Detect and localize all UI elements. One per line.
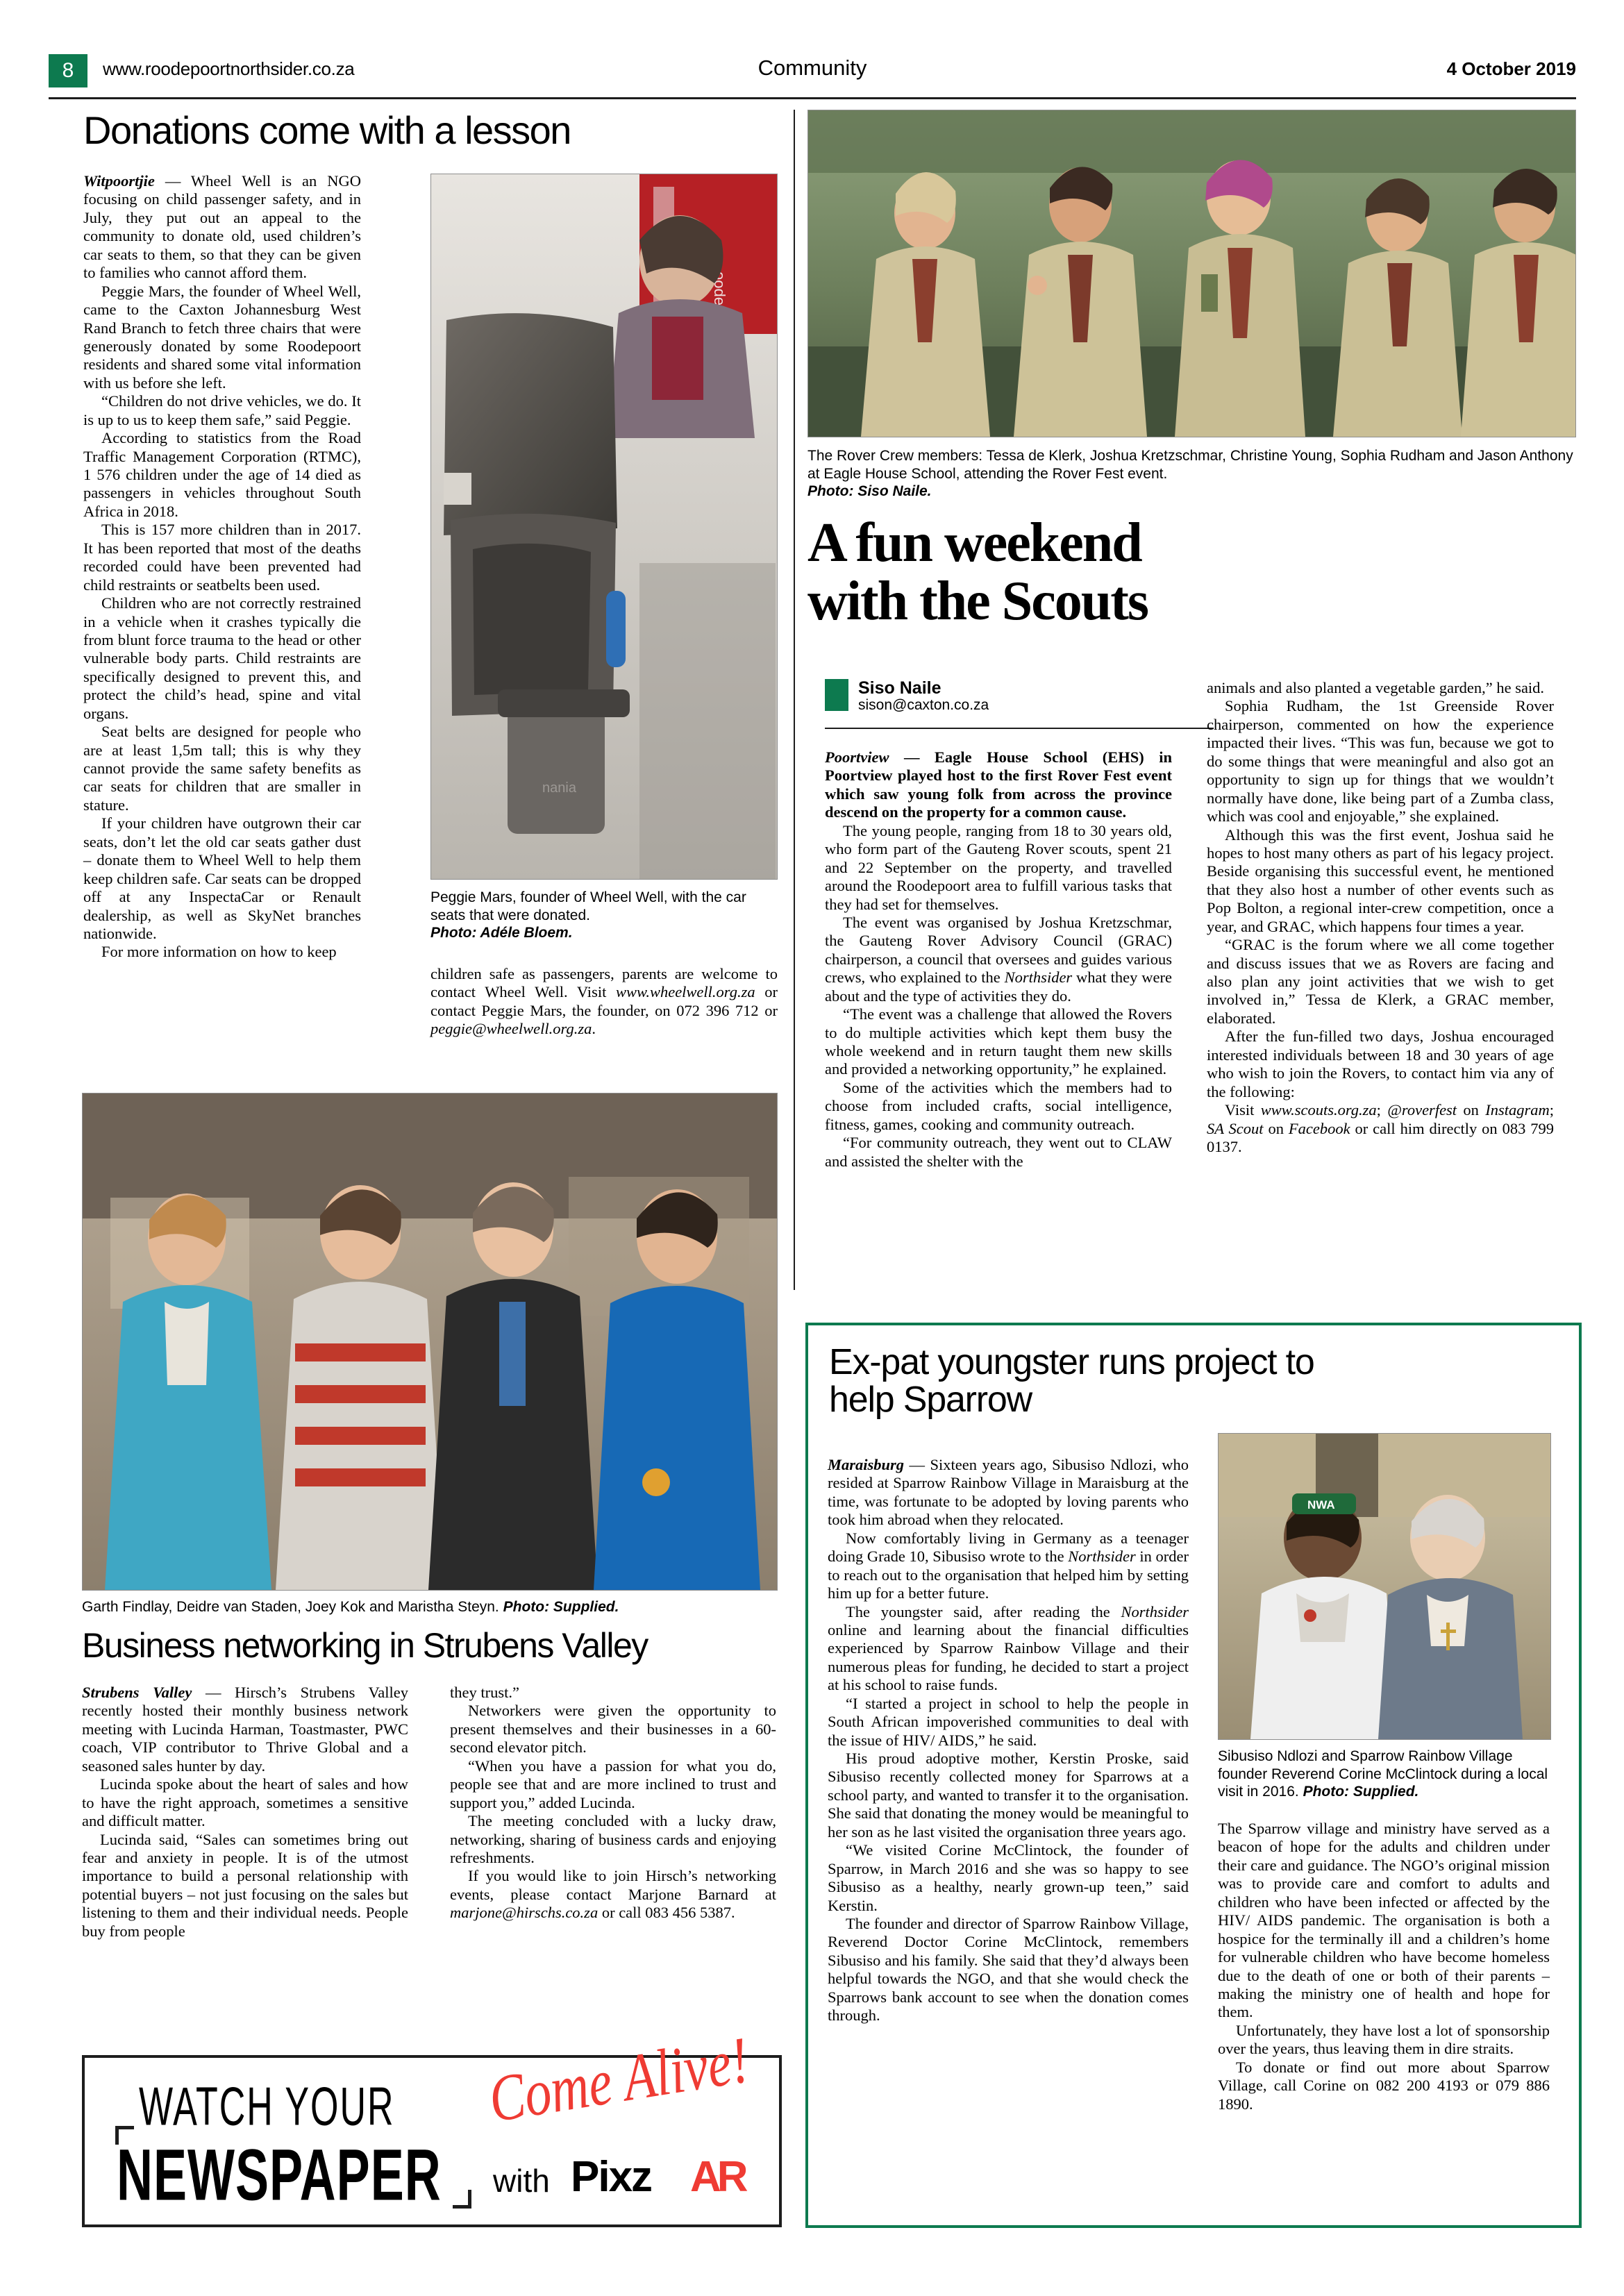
column-divider-vertical — [794, 110, 795, 1290]
section-title: Community — [757, 56, 867, 80]
scouts-photo-caption — [807, 447, 1575, 501]
bracket-bottom-right-icon — [453, 2190, 471, 2209]
business-photo-caption — [82, 1598, 776, 1616]
masthead-rule — [49, 97, 1576, 99]
sparrow-two-people-photo-illustration — [1219, 1434, 1550, 1739]
sparrow-article-box — [805, 1323, 1582, 2228]
sparrow-photo-caption — [1218, 1748, 1550, 1801]
business-networking-photo — [82, 1093, 778, 1591]
scouts-group-photo-illustration — [808, 110, 1575, 437]
svg-text:NWA: NWA — [1307, 1498, 1335, 1511]
scouts-caption-text: The Rover Crew members: Tessa de Klerk, Joshua Kretzschmar, Christine Young, Sophia Rudham and Jason Anthony at Eagle House School, attending the Rover Fest event. — [807, 448, 1573, 482]
business-column-1: Strubens Valley — Hirsch’s Strubens Valley recently hosted their monthly business network meeting with Lucinda Harman, Toastmaster, PWC coach, VIP contributor to Thrive Global and a seasoned sales hunter by day. Lucinda spoke about the heart of sales and how to have the right approach, sometimes a sensitive and difficult matter. Lucinda said, “Sales can sometimes bring out fear and anxiety in people. It is of the utmost importance to build a personal relationship with potential buyers – not just focusing on the sales but listening to them and their individual needs. People buy from people — [82, 1684, 408, 1940]
scouts-caption-credit: Photo: Siso Naile. — [807, 483, 932, 500]
sparrow-caption-credit: Photo: Supplied. — [1303, 1784, 1419, 1800]
byline-color-swatch — [825, 679, 848, 711]
advert-line-1: WATCH YOUR — [139, 2077, 395, 2138]
sparrow-headline-line-1: Ex-pat youngster runs project to — [829, 1342, 1314, 1382]
byline-rule — [825, 728, 1214, 729]
donations-caption-text: Peggie Mars, founder of Wheel Well, with the car seats that were donated. — [430, 889, 746, 923]
donations-photo-caption — [430, 889, 778, 942]
masthead — [49, 54, 1576, 94]
donations-column-2: children safe as passengers, parents are welcome to contact Wheel Well. Visit www.wheelwell.org.za or contact Peggie Mars, the founder, on 072 396 712 or peggie@wheelwell.org.za. — [430, 965, 778, 1038]
page-number-badge: 8 — [49, 54, 87, 87]
advert-script-text: Come Alive! — [484, 2023, 754, 2136]
donations-caption-credit: Photo: Adéle Bloem. — [430, 925, 573, 941]
advert-brand: Pixz — [571, 2153, 652, 2201]
donations-photo — [430, 174, 778, 880]
sparrow-caption-text: Sibusiso Ndlozi and Sparrow Rainbow Village founder Reverend Corine McClintock during a local visit in 2016. — [1218, 1748, 1548, 1800]
advert-with-text: with — [493, 2163, 550, 2199]
sparrow-headline — [829, 1342, 1551, 1421]
scouts-column-2: animals and also planted a vegetable garden,” he said. Sophia Rudham, the 1st Greenside Rover chairperson, commented on how the experience impacted their lives. “This was fun, because we got to do some things that were meaningful and also got an opportunity to sign up for things that we wouldn’t normally have done, like being part of a Zumba class, which was cool and enjoyable,” she explained. Although this was the first event, Joshua said he hopes to host many others as part of his legacy project. Beside organising this successful event, he mentioned that they also host a number of other events such as Pop Bolton, a regional inter-crew competition, once a year, and GRAC, which happens four times a year. “GRAC is the forum where we all come together and discuss issues that we as Rovers are facing and also plan any joint activities that we wish to get involved in,” Tessa de Klerk, a GRAC member, elaborated. After the fun-filled two days, Joshua encouraged interested individuals between 18 and 30 years of age who wish to join the Rovers, to contact him via any of the following: Visit www.scouts.org.za; @roverfest on Instagram; SA Scout on Facebook or call him directly on 083 799 0137. — [1207, 679, 1555, 1155]
scouts-headline-line-2: with the Scouts — [807, 571, 1148, 632]
business-caption-text: Garth Findlay, Deidre van Staden, Joey Kok and Maristha Steyn. — [82, 1599, 499, 1615]
pixzar-advert[interactable] — [82, 2023, 782, 2227]
byline-author-email[interactable]: sison@caxton.co.za — [858, 697, 989, 714]
donations-column-1: Witpoortjie — Wheel Well is an NGO focusing on child passenger safety, and in July, they put out an appeal to the community to donate old, used children’s car seats to them, so that they can be given to families who cannot afford them. Peggie Mars, the founder of Wheel Well, came to the Caxton Johannesburg West Rand Branch to fetch three chairs that were generously donated by some Roodepoort residents and shared some vital information with us before she left. “Children do not drive vehicles, we do. It is up to us to keep them safe,” said Peggie. According to statistics from the Road Traffic Management Corporation (RTMC), 1 576 children under the age of 14 died as passengers in vehicles throughout South Africa in 2018. This is 157 more children than in 2017. It has been reported that most of the deaths recorded could have been prevented had child restraints or seatbelts been used. Children who are not correctly restrained in a vehicle when it crashes typically die from blunt force trauma to the head or other vulnerable body parts. Child restraints are specifically designed to prevent this, and protect the child’s head, spine and vital organs. Seat belts are designed for people who are at least 1,5m tall; this is why they cannot provide the same safety benefits as car seats for children that are smaller in stature. If your children have outgrown their car seats, don’t let the old car seats gather dust – donate them to Wheel Well to help them keep children safe. Car seats can be dropped off at any InspectaCar or Renault dealership, as well as SkyNet branches nationwide. For more information on how to keep — [83, 172, 361, 961]
business-caption-credit: Photo: Supplied. — [503, 1599, 619, 1615]
car-seat-photo-illustration — [431, 174, 777, 879]
scouts-byline — [825, 679, 1214, 714]
scouts-headline — [807, 514, 1575, 630]
sparrow-column-1: Maraisburg — Sixteen years ago, Sibusiso Ndlozi, who resided at Sparrow Rainbow Village in Maraisburg at the time, was fortunate to be adopted by loving parents who took him abroad when they relocated. Now comfortably living in Germany as a teenager doing Grade 10, Sibusiso wrote to the Northsider in order to reach out to the organisation that helped him by setting him up for a better future. The youngster said, after reading the Northsider online and learning about the financial difficulties experienced by Sparrow Rainbow Village and their numerous pleas for funding, he decided to start a project at his school to raise funds. “I started a project in school to help the people in South African impoverished communities to deal with the issue of HIV/ AIDS,” he said. His proud adoptive mother, Kerstin Proske, said Sibusiso recently collected money for Sparrows at a school party, and wanted to transfer it to the organisation. She said that donating the money would be meaningful to her son as he last visited the organisation three years ago. “We visited Corine McClintock, the founder of Sparrow, in March 2016 and she was so happy to see Sibusiso as a healthy, nearly grown-up teen,” said Kerstin. The founder and director of Sparrow Rainbow Village, Reverend Doctor Corine McClintock, remembers Sibusiso and his family. She said that they’d always been helpful towards the NGO, and that she would check the Sparrows bank account to see when the donation comes through. — [828, 1456, 1189, 2025]
sparrow-photo — [1218, 1433, 1551, 1740]
scouts-column-1: Poortview — Eagle House School (EHS) in Poortview played host to the first Rover Fest event which saw young folk from across the province descend on the property for a common cause. The young people, ranging from 18 to 30 years old, who form part of the Gauteng Rover scouts, spent 21 and 22 September on the property, and travelled around the Roodepoort area to fulfill various tasks that they had set for themselves. The event was organised by Joshua Kretzschmar, the Gauteng Rover Advisory Council (GRAC) chairperson, a council that oversees and guides various crews, who explained to the Northsider what they were about and the type of activities they do. “The event was a challenge that allowed the Rovers to do multiple activities which kept them busy the whole weekend and in return taught them new skills and provided a networking opportunity,” he explained. Some of the activities which the members had to choose from included crafts, social intelligence, fitness, games, cooking and community outreach. “For community outreach, they went out to CLAW and assisted the shelter with the — [825, 748, 1172, 1170]
scouts-headline-line-1: A fun weekend — [807, 512, 1141, 573]
advert-brand-suffix: AR — [690, 2153, 744, 2201]
four-people-photo-illustration — [83, 1093, 777, 1590]
donations-dateline: Witpoortjie — [83, 172, 155, 190]
svg-text:nania: nania — [542, 780, 576, 796]
byline-author-name: Siso Naile — [858, 678, 941, 698]
advert-line-2: NEWSPAPER — [117, 2135, 442, 2216]
donations-headline: Donations come with a lesson — [83, 108, 571, 152]
business-headline: Business networking in Strubens Valley — [82, 1626, 648, 1665]
business-column-2: they trust.” Networkers were given the opportunity to present themselves and their businesses in a 60-second elevator pitch. “When you have a passion for what you do, people see that and are more inclined to trust and support you,” added Lucinda. The meeting concluded with a lucky draw, networking, sharing of business cards and enjoying refreshments. If you would like to join Hirsch’s networking events, please contact Marjone Barnard at marjone@hirschs.co.za or call 083 456 5387. — [450, 1684, 776, 1922]
sparrow-headline-line-2: help Sparrow — [829, 1380, 1032, 1421]
scouts-photo — [807, 110, 1576, 437]
issue-date: 4 October 2019 — [1446, 58, 1576, 79]
sparrow-column-2: The Sparrow village and ministry have served as a beacon of hope for the adults and children under their care and guidance. The NGO’s original mission was to provide care and comfort to adults and children who have been infected or affected by the HIV/ AIDS pandemic. The organisation is both a hospice for the terminally ill and a children’s home for vulnerable children who have become homeless due to the death of one or both of their parents – making the ministry one of health and hope for them. Unfortunately, they have lost a lot of sponsorship over the years, thus leaving them in dire straits. To donate or find out more about Sparrow Village, call Corine on 082 200 4193 or 079 886 1890. — [1218, 1820, 1550, 2113]
website-url[interactable]: www.roodepoortnorthsider.co.za — [103, 58, 355, 79]
